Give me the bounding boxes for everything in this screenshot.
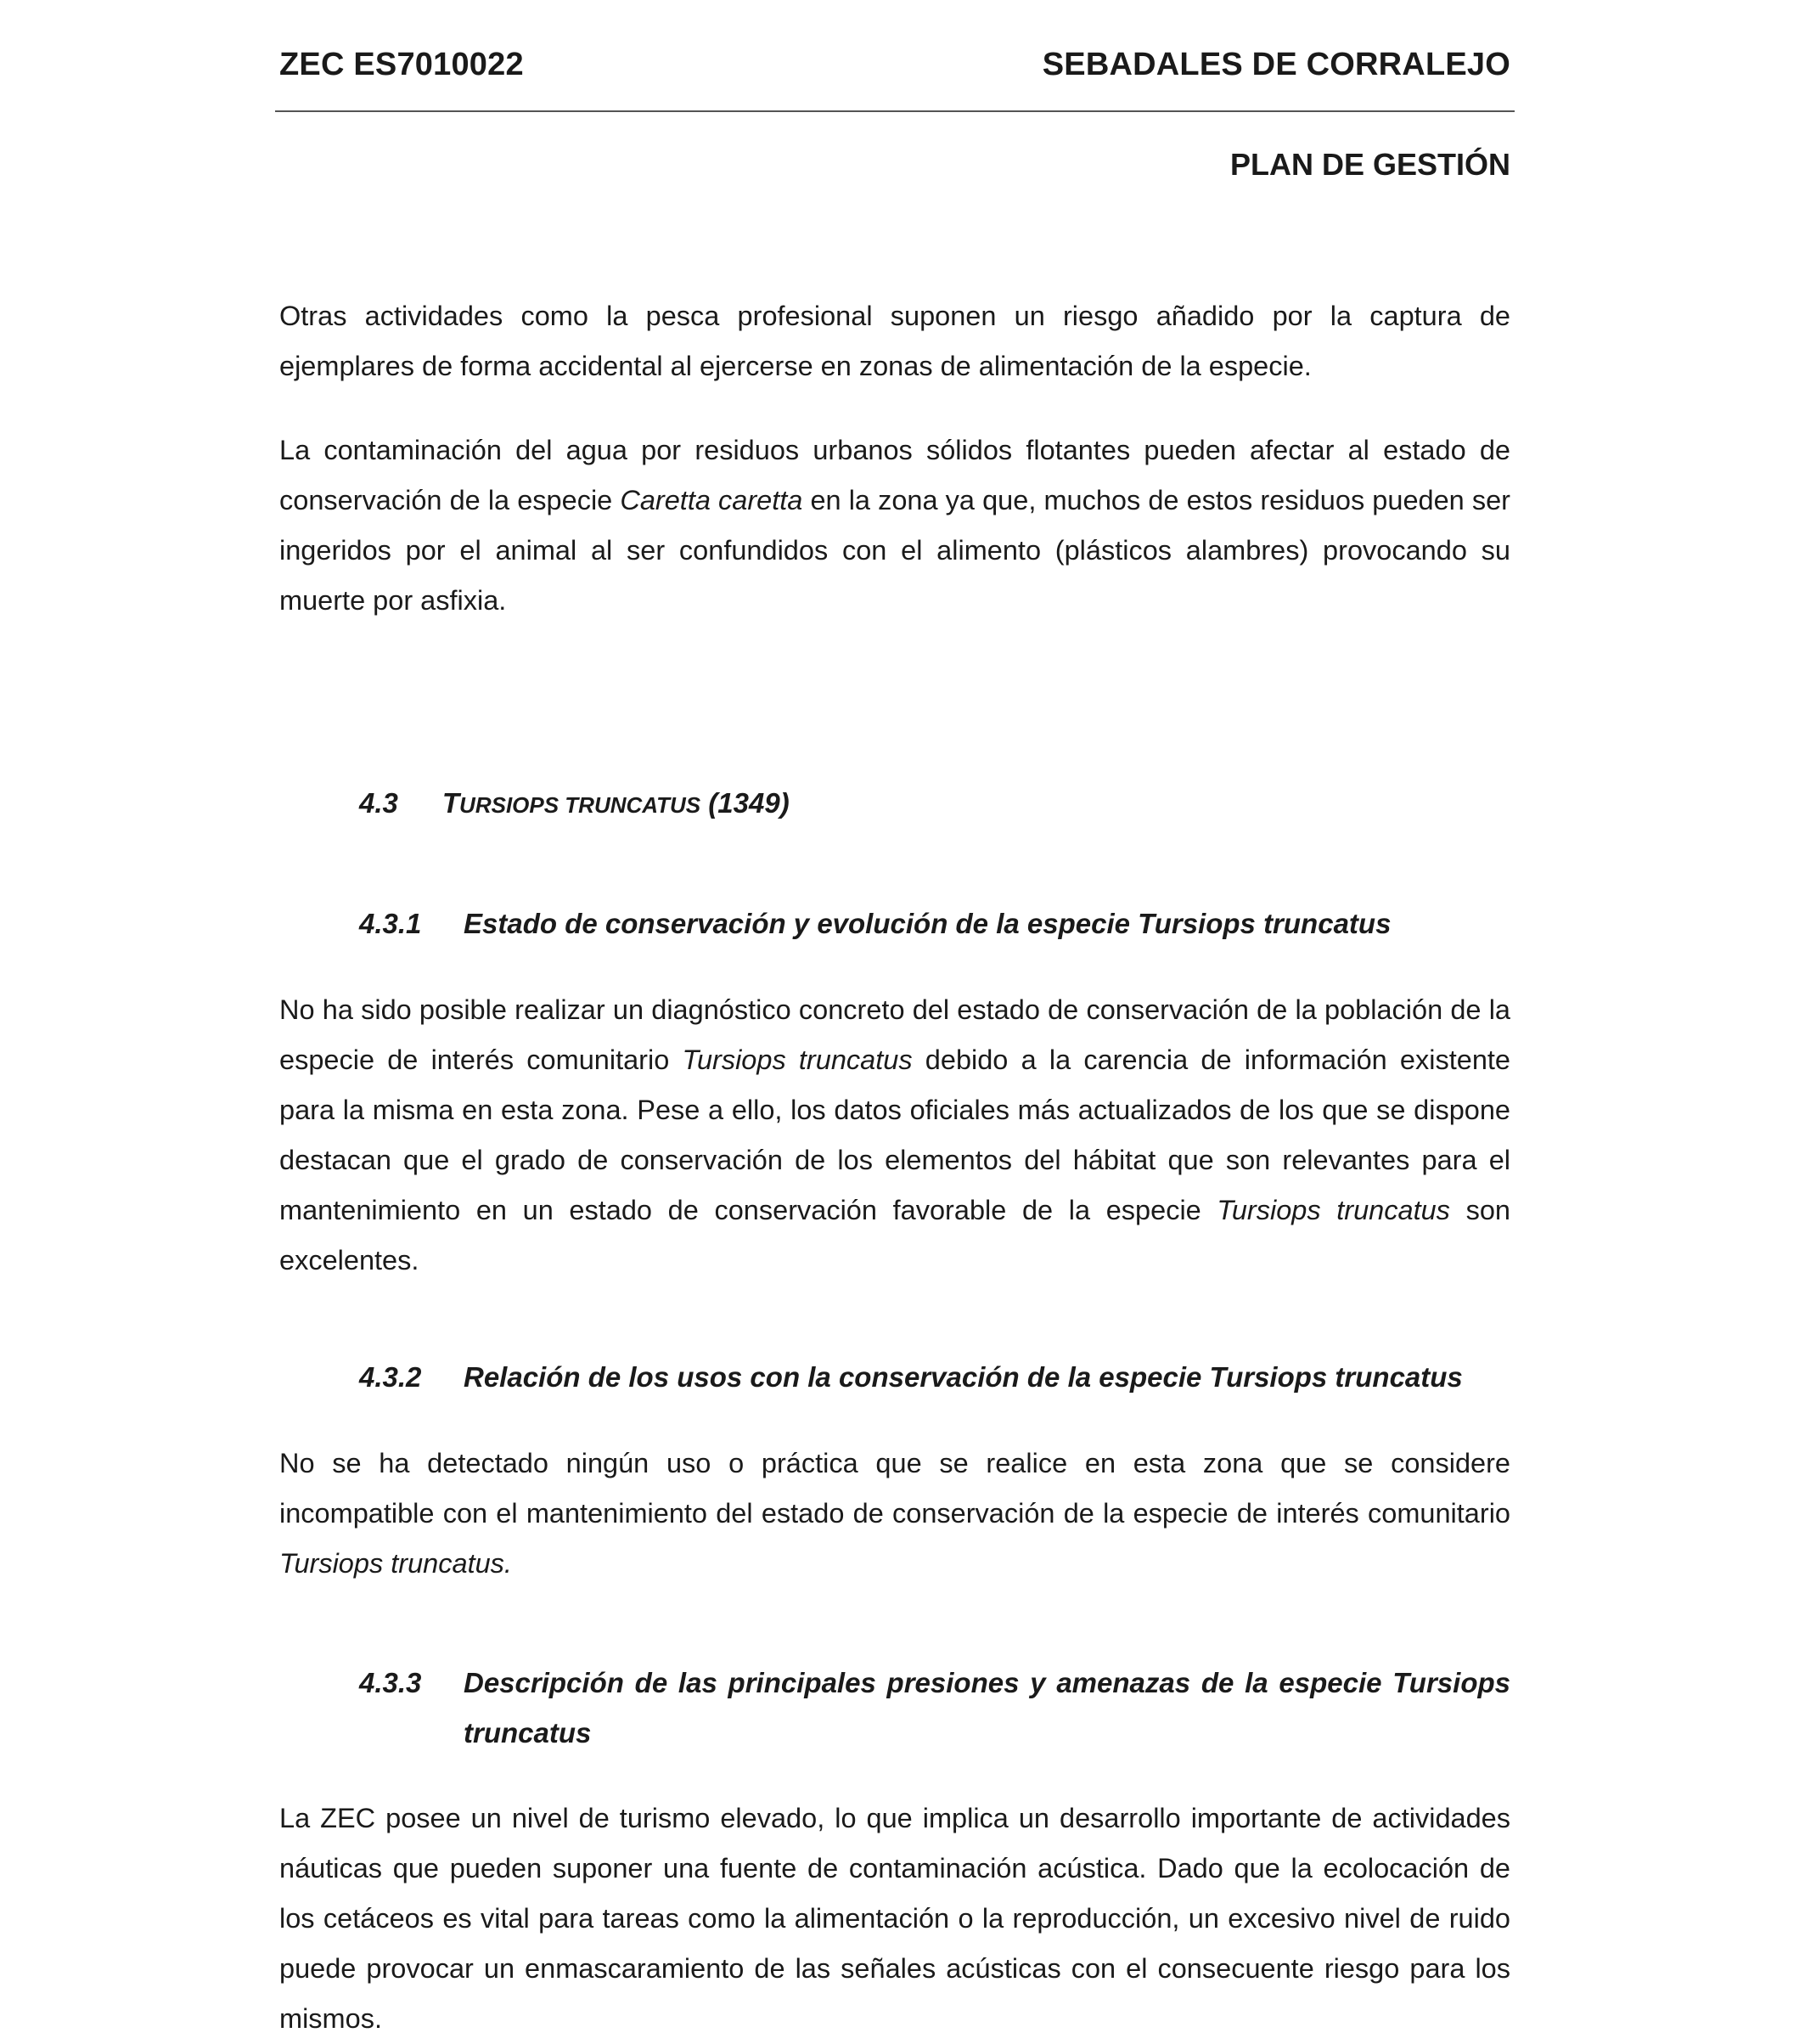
paragraph-contaminacion	[279, 425, 1510, 626]
text-run: La contaminación del agua por residuos urbanos sólidos flotantes pueden afectar al estado de conservación de la especie	[279, 435, 1510, 515]
species-name: Tursiops truncatus	[1217, 1195, 1450, 1225]
section-heading-4-3-1	[359, 898, 1510, 949]
section-number: 4.3.2	[359, 1361, 422, 1393]
page-header	[279, 47, 1510, 83]
section-number: 4.3	[359, 787, 398, 819]
text-run: No ha sido posible realizar un diagnóstico concreto del estado de conservación de la población de la especie de interés comunitario	[279, 994, 1510, 1075]
species-name: Tursiops truncatus	[682, 1045, 913, 1075]
text-run: No se ha detectado ningún uso o práctica que se realice en esta zona que se considere incompatible con el mantenimiento del estado de conservación de la especie de interés comunitario	[279, 1448, 1510, 1529]
text-run: en la zona ya que, muchos de estos residuos pueden ser ingeridos por el animal al ser confundidos con el alimento (plásticos alambres) provocando su muerte por asfixia.	[279, 485, 1510, 616]
text-run: debido a la carencia de información existente para la misma en esta zona. Pese a ello, los datos oficiales más actualizados de los que se dispone destacan que el grado de conservación de los elementos del hábitat que son relevantes para el mantenimiento en un estado de conservación favorable de la especie	[279, 1045, 1510, 1225]
header-site-code: ZEC ES7010022	[279, 47, 524, 82]
section-number: 4.3.3	[359, 1667, 422, 1698]
header-divider	[275, 110, 1515, 112]
header-plan-title: PLAN DE GESTIÓN	[1229, 147, 1510, 182]
section-title: Descripción de las principales presiones y amenazas de la especie Tursiops truncatus	[464, 1667, 1510, 1748]
paragraph-usos	[279, 1439, 1510, 1589]
species-name: Caretta caretta	[620, 485, 803, 515]
section-title: Estado de conservación y evolución de la especie Tursiops truncatus	[464, 908, 1392, 939]
section-heading-4-3	[359, 787, 790, 819]
section-title: Relación de los usos con la conservación de la especie Tursiops truncatus	[464, 1361, 1463, 1393]
section-number: 4.3.1	[359, 908, 422, 939]
section-code: (1349)	[700, 787, 790, 819]
section-heading-4-3-2	[359, 1352, 1510, 1402]
section-heading-4-3-3	[359, 1658, 1510, 1758]
section-title-rest: URSIOPS TRUNCATUS	[459, 792, 701, 818]
header-site-name: SEBADALES DE CORRALEJO	[1042, 47, 1510, 82]
text-run: son excelentes.	[279, 1195, 1510, 1275]
section-title-initial: T	[441, 787, 460, 819]
paragraph-presiones: La ZEC posee un nivel de turismo elevado, lo que implica un desarrollo importante de actividades náuticas que pueden suponer una fuente de contaminación acústica. Dado que la ecolocación de los cetáceos es vital para tareas como la alimentación o la reproducción, un excesivo nivel de ruido puede provocar un enmascaramiento de las señales acústicas con el consecuente riesgo para los mismos.	[279, 1803, 1510, 2034]
paragraph-pesca: Otras actividades como la pesca profesional suponen un riesgo añadido por la captura de ejemplares de forma accidental al ejercerse en zonas de alimentación de la especie.	[279, 301, 1510, 381]
paragraph-estado-conservacion	[279, 985, 1510, 1286]
species-name: Tursiops truncatus.	[279, 1548, 512, 1579]
